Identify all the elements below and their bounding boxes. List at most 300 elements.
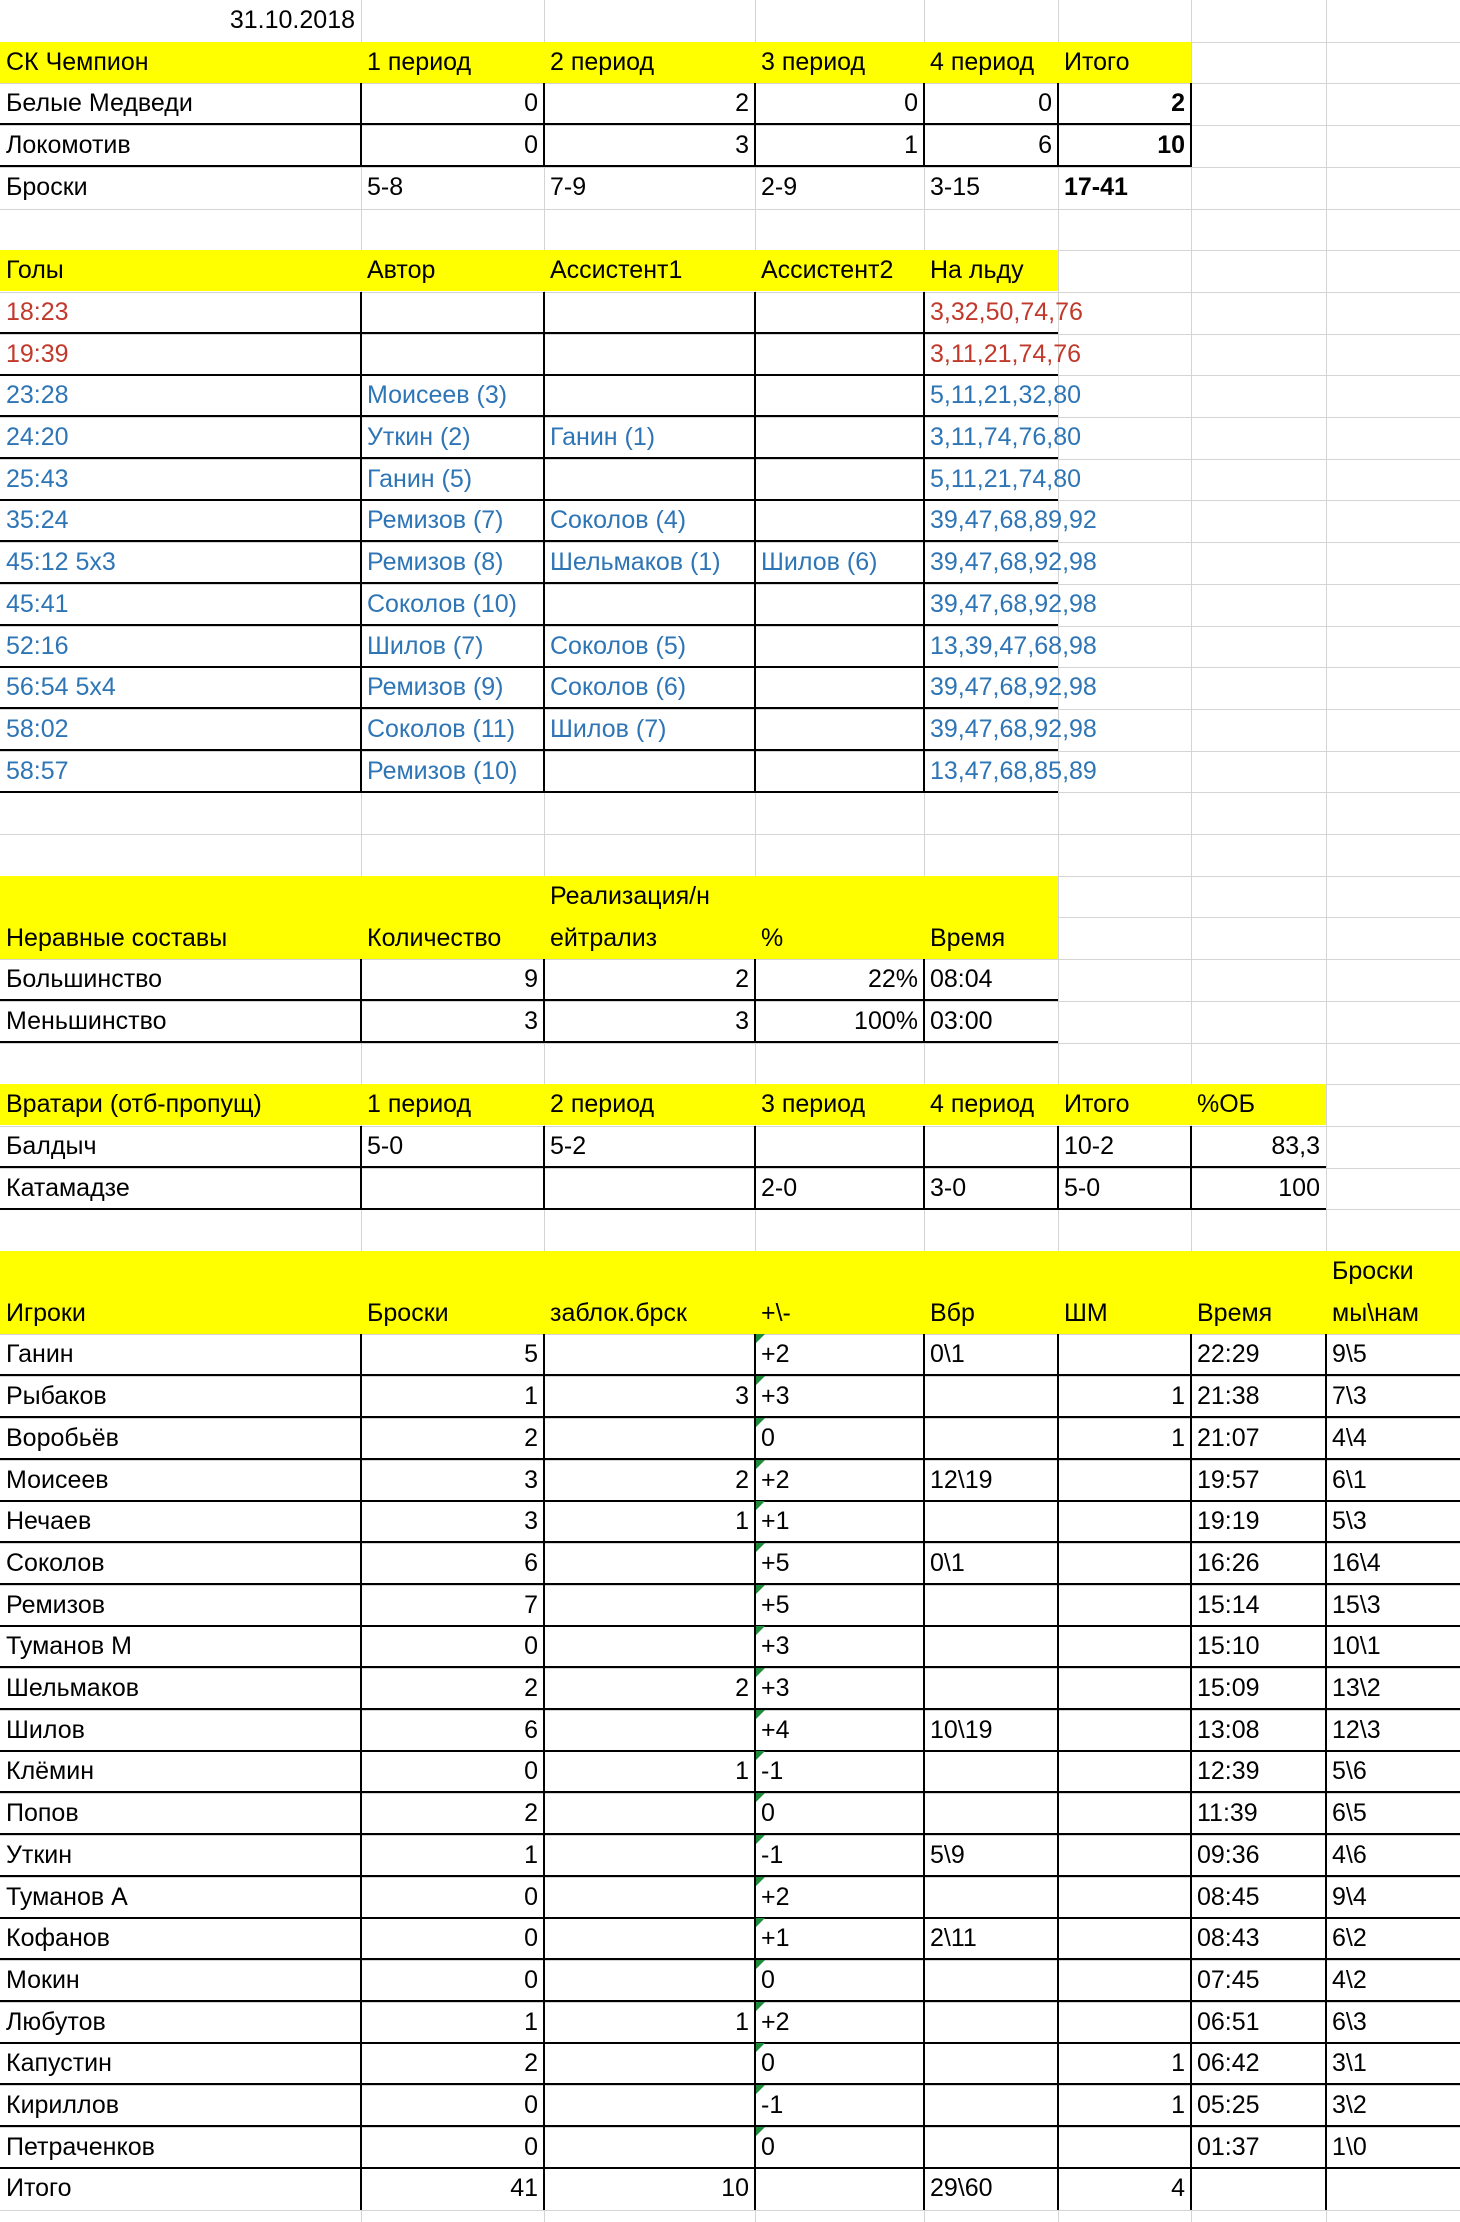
special-header-pct[interactable]: % [761,924,784,952]
player-toi[interactable]: 15:09 [1197,1674,1260,1702]
player-sog[interactable]: 13\2 [1332,1674,1381,1702]
total-pim[interactable]: 4 [1171,2174,1185,2202]
player-sog[interactable]: 5\3 [1332,1507,1367,1535]
goal-time[interactable]: 45:12 5x3 [6,548,116,576]
goal-assist1[interactable]: Соколов (6) [550,673,687,701]
player-name[interactable]: Туманов А [6,1883,128,1911]
score-header-cell[interactable]: 3 период [761,48,866,76]
player-shots[interactable]: 0 [524,1757,538,1785]
player-faceoffs[interactable]: 0\1 [930,1340,965,1368]
goal-author[interactable]: Моисеев (3) [367,381,508,409]
player-plus-minus[interactable]: +2 [761,1883,790,1911]
players-header-pim[interactable]: ШМ [1064,1299,1108,1327]
period-shots[interactable]: 3-15 [930,173,981,201]
player-toi[interactable]: 13:08 [1197,1716,1260,1744]
player-toi[interactable]: 08:43 [1197,1924,1260,1952]
special-header-title[interactable]: Неравные составы [6,924,228,952]
goalie-value[interactable]: 5-2 [550,1132,587,1160]
player-faceoffs[interactable]: 5\9 [930,1841,965,1869]
players-header-blocked[interactable]: заблок.брск [550,1299,687,1327]
goalie-save-pct[interactable]: 100 [1278,1174,1320,1202]
score-header-cell[interactable]: СК Чемпион [6,48,149,76]
total-faceoffs[interactable]: 29\60 [930,2174,993,2202]
player-sog[interactable]: 7\3 [1332,1382,1367,1410]
player-blocked[interactable] [544,1918,755,1959]
player-sog[interactable]: 15\3 [1332,1591,1381,1619]
goal-author[interactable]: Соколов (10) [367,590,517,618]
goal-on-ice[interactable]: 13,39,47,68,98 [930,632,1097,660]
player-faceoffs[interactable] [924,1626,1058,1667]
player-sog[interactable]: 9\4 [1332,1883,1367,1911]
score-header-cell[interactable]: 2 период [550,48,655,76]
goal-on-ice[interactable]: 5,11,21,32,80 [930,381,1082,409]
goalie-value[interactable] [361,1168,544,1209]
player-name[interactable]: Моисеев [6,1466,109,1494]
goalie-name[interactable]: Балдыч [6,1132,97,1160]
player-name[interactable]: Попов [6,1799,79,1827]
player-pim[interactable] [1058,2002,1191,2043]
player-pim[interactable] [1058,1501,1191,1542]
player-pim[interactable] [1058,1960,1191,2001]
player-faceoffs[interactable] [924,1501,1058,1542]
player-faceoffs[interactable]: 12\19 [930,1466,993,1494]
goal-assist2[interactable]: Шилов (6) [761,548,878,576]
special-header-time[interactable]: Время [930,924,1006,952]
player-blocked[interactable] [544,1960,755,2001]
player-faceoffs[interactable]: 10\19 [930,1716,993,1744]
goal-time[interactable]: 18:23 [6,298,69,326]
player-plus-minus[interactable]: -1 [761,1841,784,1869]
goal-assist1[interactable]: Шилов (7) [550,715,667,743]
player-sog[interactable]: 4\6 [1332,1841,1367,1869]
player-shots[interactable]: 2 [524,1799,538,1827]
player-name[interactable]: Шельмаков [6,1674,140,1702]
player-toi[interactable]: 19:57 [1197,1466,1260,1494]
goal-time[interactable]: 45:41 [6,590,69,618]
goal-time[interactable]: 19:39 [6,340,69,368]
goalies-header-cell[interactable]: 1 период [367,1090,472,1118]
player-blocked[interactable] [544,1543,755,1584]
player-blocked[interactable] [544,2043,755,2084]
player-pim[interactable] [1058,1334,1191,1375]
player-plus-minus[interactable]: 0 [761,1424,775,1452]
player-blocked[interactable] [544,2085,755,2126]
period-score[interactable]: 6 [1038,131,1052,159]
goal-assist2[interactable] [755,292,924,333]
goal-on-ice[interactable]: 3,11,74,76,80 [930,423,1082,451]
goalies-header-cell[interactable]: 2 период [550,1090,655,1118]
player-faceoffs[interactable]: 2\11 [930,1924,977,1952]
players-header-sog-1[interactable]: Броски [1332,1257,1414,1285]
player-shots[interactable]: 1 [524,1382,538,1410]
player-shots[interactable]: 2 [524,1674,538,1702]
special-pct[interactable]: 22% [867,965,918,993]
player-sog[interactable]: 5\6 [1332,1757,1367,1785]
player-toi[interactable]: 05:25 [1197,2091,1260,2119]
goalie-value[interactable]: 3-0 [930,1174,967,1202]
total-blocked[interactable]: 10 [721,2174,749,2202]
player-toi[interactable]: 19:19 [1197,1507,1260,1535]
player-name[interactable]: Мокин [6,1966,80,1994]
goalie-value[interactable]: 2-0 [761,1174,798,1202]
goals-header-cell[interactable]: Автор [367,256,436,284]
player-shots[interactable]: 5 [524,1340,538,1368]
player-pim[interactable]: 1 [1171,1382,1185,1410]
player-name[interactable]: Воробьёв [6,1424,119,1452]
goal-author[interactable]: Ремизов (8) [367,548,504,576]
player-faceoffs[interactable] [924,1877,1058,1918]
goal-author[interactable]: Ремизов (10) [367,757,518,785]
player-sog[interactable]: 12\3 [1332,1716,1381,1744]
player-sog[interactable]: 3\1 [1332,2049,1367,2077]
goal-on-ice[interactable]: 3,32,50,74,76 [930,298,1083,326]
player-sog[interactable]: 1\0 [1332,2133,1367,2161]
player-faceoffs[interactable] [924,1751,1058,1792]
goal-assist1[interactable] [544,459,755,500]
goal-assist1[interactable] [544,751,755,792]
player-pim[interactable] [1058,1710,1191,1751]
goal-time[interactable]: 24:20 [6,423,69,451]
goal-assist2[interactable] [755,375,924,416]
goal-assist1[interactable]: Соколов (4) [550,506,687,534]
goal-assist2[interactable] [755,584,924,625]
player-plus-minus[interactable]: 0 [761,2133,775,2161]
goalies-header-cell[interactable]: 3 период [761,1090,866,1118]
player-name[interactable]: Капустин [6,2049,112,2077]
goal-assist2[interactable] [755,500,924,541]
goal-on-ice[interactable]: 13,47,68,85,89 [930,757,1097,785]
player-toi[interactable]: 06:51 [1197,2008,1260,2036]
special-count[interactable]: 9 [524,965,538,993]
player-toi[interactable]: 07:45 [1197,1966,1260,1994]
player-plus-minus[interactable]: +3 [761,1674,790,1702]
player-name[interactable]: Любутов [6,2008,106,2036]
player-plus-minus[interactable]: 0 [761,1799,775,1827]
player-toi[interactable]: 16:26 [1197,1549,1260,1577]
goal-assist2[interactable] [755,667,924,708]
special-real[interactable]: 2 [735,965,749,993]
goal-assist2[interactable] [755,626,924,667]
goal-author[interactable]: Ганин (5) [367,465,473,493]
player-plus-minus[interactable]: -1 [761,2091,784,2119]
period-score[interactable]: 0 [524,89,538,117]
goalie-value[interactable] [544,1168,755,1209]
player-sog[interactable]: 6\3 [1332,2008,1367,2036]
player-shots[interactable]: 2 [524,2049,538,2077]
goal-assist1[interactable] [544,334,755,375]
goal-author[interactable]: Соколов (11) [367,715,516,743]
player-name[interactable]: Кириллов [6,2091,120,2119]
player-plus-minus[interactable]: 0 [761,2049,775,2077]
goal-on-ice[interactable]: 39,47,68,92,98 [930,590,1097,618]
player-blocked[interactable] [544,1877,755,1918]
player-plus-minus[interactable]: +5 [761,1549,790,1577]
goal-assist2[interactable] [755,334,924,375]
players-header-name[interactable]: Игроки [6,1299,86,1327]
player-shots[interactable]: 1 [524,2008,538,2036]
player-name[interactable]: Ганин [6,1340,74,1368]
player-name[interactable]: Кофанов [6,1924,110,1952]
total-score[interactable]: 10 [1157,131,1185,159]
goal-time[interactable]: 56:54 5x4 [6,673,116,701]
players-header-faceoffs[interactable]: Вбр [930,1299,975,1327]
player-pim[interactable]: 1 [1171,1424,1185,1452]
special-pct[interactable]: 100% [854,1007,918,1035]
player-blocked[interactable]: 2 [735,1466,749,1494]
period-shots[interactable]: 2-9 [761,173,798,201]
player-shots[interactable]: 0 [524,1966,538,1994]
goalie-value[interactable] [924,1126,1058,1167]
player-shots[interactable]: 0 [524,1632,538,1660]
player-shots[interactable]: 0 [524,2133,538,2161]
player-shots[interactable]: 3 [524,1507,538,1535]
player-sog[interactable]: 4\2 [1332,1966,1367,1994]
player-pim[interactable] [1058,1835,1191,1876]
player-blocked[interactable] [544,1835,755,1876]
player-shots[interactable]: 2 [524,1424,538,1452]
score-header-cell[interactable]: 4 период [930,48,1035,76]
goalie-name[interactable]: Катамадзе [6,1174,130,1202]
goal-assist1[interactable] [544,292,755,333]
player-plus-minus[interactable]: +3 [761,1382,790,1410]
special-label[interactable]: Меньшинство [6,1007,167,1035]
player-toi[interactable]: 09:36 [1197,1841,1260,1869]
player-toi[interactable]: 08:45 [1197,1883,1260,1911]
goalie-value[interactable] [755,1126,924,1167]
players-header-toi[interactable]: Время [1197,1299,1273,1327]
goal-assist1[interactable]: Соколов (5) [550,632,687,660]
goals-header-cell[interactable]: Голы [6,256,64,284]
goalies-header-cell[interactable]: %ОБ [1197,1090,1256,1118]
player-sog[interactable]: 6\2 [1332,1924,1367,1952]
goalie-value[interactable]: 5-0 [367,1132,404,1160]
goal-assist2[interactable] [755,459,924,500]
special-time[interactable]: 03:00 [930,1007,993,1035]
player-blocked[interactable]: 2 [735,1674,749,1702]
player-faceoffs[interactable]: 0\1 [930,1549,965,1577]
player-shots[interactable]: 0 [524,1924,538,1952]
player-sog[interactable]: 16\4 [1332,1549,1381,1577]
player-toi[interactable]: 15:14 [1197,1591,1260,1619]
total-score[interactable]: 2 [1171,89,1185,117]
goalies-header-cell[interactable]: 4 период [930,1090,1035,1118]
goal-on-ice[interactable]: 3,11,21,74,76 [930,340,1082,368]
player-blocked[interactable] [544,1793,755,1834]
player-faceoffs[interactable] [924,1668,1058,1709]
players-header-sog-2[interactable]: мы\нам [1332,1299,1419,1327]
player-pim[interactable] [1058,1751,1191,1792]
players-header-shots[interactable]: Броски [367,1299,449,1327]
player-faceoffs[interactable] [924,1376,1058,1417]
shots-label[interactable]: Броски [6,173,88,201]
player-name[interactable]: Клёмин [6,1757,95,1785]
score-header-cell[interactable]: Итого [1064,48,1130,76]
player-toi[interactable]: 15:10 [1197,1632,1260,1660]
player-pim[interactable] [1058,1543,1191,1584]
player-shots[interactable]: 7 [524,1591,538,1619]
player-sog[interactable]: 3\2 [1332,2091,1367,2119]
goal-time[interactable]: 23:28 [6,381,69,409]
player-name[interactable]: Рыбаков [6,1382,107,1410]
player-blocked[interactable] [544,1626,755,1667]
player-blocked[interactable] [544,1710,755,1751]
player-blocked[interactable] [544,1585,755,1626]
goal-assist1[interactable] [544,375,755,416]
player-plus-minus[interactable]: -1 [761,1757,784,1785]
player-shots[interactable]: 3 [524,1466,538,1494]
player-shots[interactable]: 6 [524,1716,538,1744]
total-shots[interactable]: 17-41 [1064,173,1128,201]
player-shots[interactable]: 0 [524,2091,538,2119]
player-name[interactable]: Туманов М [6,1632,132,1660]
player-pim[interactable] [1058,1585,1191,1626]
goal-author[interactable]: Ремизов (7) [367,506,504,534]
date-cell[interactable]: 31.10.2018 [229,6,355,34]
period-score[interactable]: 0 [1038,89,1052,117]
player-blocked[interactable] [544,2127,755,2168]
player-name[interactable]: Нечаев [6,1507,92,1535]
player-faceoffs[interactable] [924,2043,1058,2084]
player-faceoffs[interactable] [924,1418,1058,1459]
team-name[interactable]: Белые Медведи [6,89,193,117]
player-faceoffs[interactable] [924,1585,1058,1626]
goalie-value[interactable]: 10-2 [1064,1132,1115,1160]
score-header-cell[interactable]: 1 период [367,48,472,76]
player-blocked[interactable]: 1 [735,2008,749,2036]
total-shots[interactable]: 41 [510,2174,538,2202]
player-faceoffs[interactable] [924,2127,1058,2168]
goal-on-ice[interactable]: 39,47,68,92,98 [930,548,1097,576]
special-header-real-2[interactable]: ейтрализ [550,924,658,952]
player-plus-minus[interactable]: +1 [761,1507,790,1535]
player-sog[interactable]: 6\5 [1332,1799,1367,1827]
goal-time[interactable]: 58:02 [6,715,69,743]
period-score[interactable]: 2 [735,89,749,117]
goal-on-ice[interactable]: 39,47,68,89,92 [930,506,1097,534]
goalie-value[interactable]: 5-0 [1064,1174,1101,1202]
player-name[interactable]: Шилов [6,1716,85,1744]
special-header-real-1[interactable]: Реализация/н [550,882,710,910]
player-plus-minus[interactable]: +3 [761,1632,790,1660]
goals-header-cell[interactable]: Ассистент1 [550,256,683,284]
player-faceoffs[interactable] [924,2085,1058,2126]
special-label[interactable]: Большинство [6,965,163,993]
goal-author[interactable] [361,334,544,375]
goalies-header-cell[interactable]: Итого [1064,1090,1130,1118]
player-shots[interactable]: 1 [524,1841,538,1869]
player-toi[interactable]: 21:07 [1197,1424,1260,1452]
player-plus-minus[interactable]: 0 [761,1966,775,1994]
player-blocked[interactable] [544,1418,755,1459]
goal-time[interactable]: 58:57 [6,757,69,785]
goal-author[interactable]: Ремизов (9) [367,673,504,701]
player-faceoffs[interactable] [924,1960,1058,2001]
player-blocked[interactable]: 3 [735,1382,749,1410]
special-count[interactable]: 3 [524,1007,538,1035]
player-pim[interactable]: 1 [1171,2091,1185,2119]
player-blocked[interactable] [544,1334,755,1375]
goal-time[interactable]: 35:24 [6,506,69,534]
player-plus-minus[interactable]: +2 [761,1466,790,1494]
goal-time[interactable]: 25:43 [6,465,69,493]
goal-time[interactable]: 52:16 [6,632,69,660]
player-toi[interactable]: 11:39 [1197,1799,1258,1827]
player-name[interactable]: Петраченков [6,2133,155,2161]
period-score[interactable]: 0 [524,131,538,159]
period-shots[interactable]: 7-9 [550,173,587,201]
player-sog[interactable]: 10\1 [1332,1632,1381,1660]
player-plus-minus[interactable]: +2 [761,1340,790,1368]
player-pim[interactable] [1058,1793,1191,1834]
player-plus-minus[interactable]: +4 [761,1716,790,1744]
player-plus-minus[interactable]: +5 [761,1591,790,1619]
player-faceoffs[interactable] [924,2002,1058,2043]
player-blocked[interactable]: 1 [735,1757,749,1785]
goals-header-cell[interactable]: Ассистент2 [761,256,894,284]
player-plus-minus[interactable]: +2 [761,2008,790,2036]
player-blocked[interactable]: 1 [735,1507,749,1535]
player-pim[interactable] [1058,1626,1191,1667]
player-pim[interactable] [1058,1668,1191,1709]
player-name[interactable]: Ремизов [6,1591,105,1619]
player-sog[interactable]: 4\4 [1332,1424,1367,1452]
special-time[interactable]: 08:04 [930,965,993,993]
team-name[interactable]: Локомотив [6,131,131,159]
player-shots[interactable]: 6 [524,1549,538,1577]
special-header-count[interactable]: Количество [367,924,502,952]
goal-author[interactable]: Шилов (7) [367,632,484,660]
period-score[interactable]: 3 [735,131,749,159]
player-pim[interactable]: 1 [1171,2049,1185,2077]
player-pim[interactable] [1058,1460,1191,1501]
player-sog[interactable]: 9\5 [1332,1340,1367,1368]
goalie-save-pct[interactable]: 83,3 [1271,1132,1320,1160]
player-faceoffs[interactable] [924,1793,1058,1834]
player-toi[interactable]: 12:39 [1197,1757,1260,1785]
goal-on-ice[interactable]: 39,47,68,92,98 [930,673,1097,701]
player-plus-minus[interactable]: +1 [761,1924,790,1952]
player-name[interactable]: Соколов [6,1549,105,1577]
period-score[interactable]: 0 [904,89,918,117]
goalies-header-cell[interactable]: Вратари (отб-пропущ) [6,1090,262,1118]
players-header-pm[interactable]: +\- [761,1299,791,1327]
player-pim[interactable] [1058,1877,1191,1918]
player-toi[interactable]: 21:38 [1197,1382,1260,1410]
period-shots[interactable]: 5-8 [367,173,404,201]
player-toi[interactable]: 06:42 [1197,2049,1260,2077]
goal-assist1[interactable]: Ганин (1) [550,423,656,451]
player-name[interactable]: Уткин [6,1841,73,1869]
player-pim[interactable] [1058,1918,1191,1959]
goal-author[interactable] [361,292,544,333]
total-label[interactable]: Итого [6,2174,72,2202]
period-score[interactable]: 1 [904,131,918,159]
special-real[interactable]: 3 [735,1007,749,1035]
player-pim[interactable] [1058,2127,1191,2168]
player-sog[interactable]: 6\1 [1332,1466,1367,1494]
goal-on-ice[interactable]: 39,47,68,92,98 [930,715,1097,743]
player-toi[interactable]: 22:29 [1197,1340,1260,1368]
goal-on-ice[interactable]: 5,11,21,74,80 [930,465,1082,493]
goal-assist2[interactable] [755,417,924,458]
goal-assist2[interactable] [755,751,924,792]
goal-assist1[interactable] [544,584,755,625]
goal-assist2[interactable] [755,709,924,750]
player-toi[interactable]: 01:37 [1197,2133,1260,2161]
player-shots[interactable]: 0 [524,1883,538,1911]
goals-header-cell[interactable]: На льду [930,256,1024,284]
goal-assist1[interactable]: Шельмаков (1) [550,548,721,576]
